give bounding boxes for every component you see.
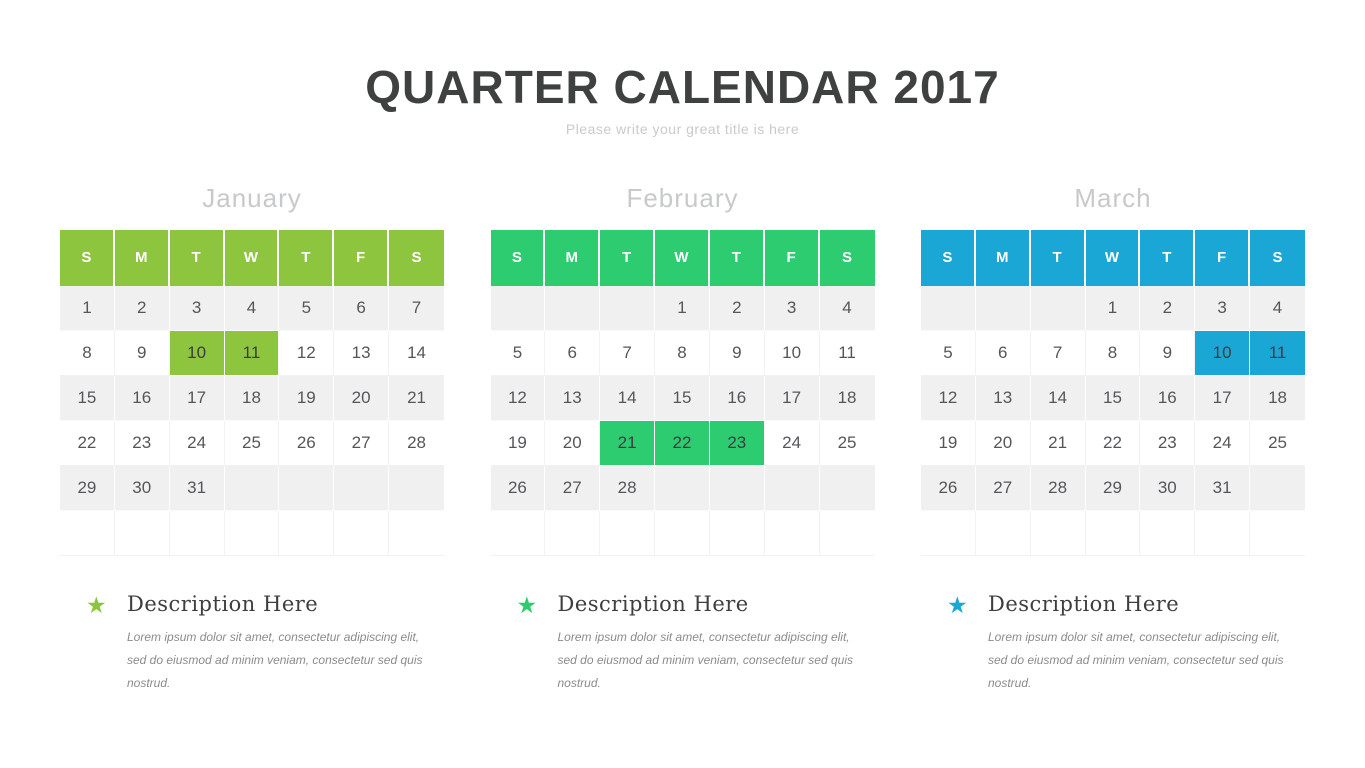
day-cell: 31	[170, 466, 225, 511]
week-row	[60, 376, 444, 421]
day-cell: 10	[170, 331, 225, 376]
week-row	[491, 331, 875, 376]
day-cell: 23	[1140, 421, 1195, 466]
star-icon: ★	[947, 591, 968, 618]
day-cell: 6	[976, 331, 1031, 376]
empty-day-cell	[655, 511, 710, 556]
weekday-cell: T	[710, 230, 765, 286]
week-row	[921, 331, 1305, 376]
day-cell: 13	[976, 376, 1031, 421]
day-cell: 11	[820, 331, 875, 376]
day-cell: 22	[655, 421, 710, 466]
week-row	[491, 286, 875, 331]
day-cell: 2	[710, 286, 765, 331]
day-cell: 3	[170, 286, 225, 331]
month-title: January	[202, 182, 302, 213]
weekday-header-row	[60, 230, 444, 286]
day-cell: 14	[600, 376, 655, 421]
day-cell: 20	[976, 421, 1031, 466]
day-cell: 12	[279, 331, 334, 376]
week-row	[60, 286, 444, 331]
month-column-february	[491, 183, 875, 695]
weekday-cell: W	[655, 230, 710, 286]
day-cell: 28	[600, 466, 655, 511]
month-column-march	[921, 183, 1305, 695]
empty-day-cell	[60, 511, 115, 556]
day-cell: 27	[545, 466, 600, 511]
day-cell: 16	[710, 376, 765, 421]
empty-day-cell	[491, 286, 546, 331]
day-cell: 19	[279, 376, 334, 421]
week-row	[921, 421, 1305, 466]
empty-day-cell	[765, 466, 820, 511]
star-icon: ★	[86, 591, 107, 618]
week-row	[60, 331, 444, 376]
day-cell: 22	[60, 421, 115, 466]
weekday-cell: T	[170, 230, 225, 286]
day-cell: 4	[1250, 286, 1305, 331]
empty-day-cell	[921, 511, 976, 556]
day-cell: 23	[710, 421, 765, 466]
empty-day-cell	[115, 511, 170, 556]
day-cell: 30	[115, 466, 170, 511]
empty-day-cell	[976, 286, 1031, 331]
day-cell: 19	[921, 421, 976, 466]
weekday-cell: S	[389, 230, 444, 286]
weekday-cell: T	[279, 230, 334, 286]
empty-day-cell	[225, 466, 280, 511]
day-cell: 20	[545, 421, 600, 466]
empty-day-cell	[334, 511, 389, 556]
empty-day-cell	[765, 511, 820, 556]
empty-day-cell	[279, 511, 334, 556]
day-cell: 19	[491, 421, 546, 466]
empty-day-cell	[1195, 511, 1250, 556]
description-text	[558, 592, 868, 695]
weekday-cell: M	[976, 230, 1031, 286]
day-cell: 14	[1031, 376, 1086, 421]
star-icon: ★	[516, 591, 538, 618]
day-cell: 3	[765, 286, 820, 331]
day-cell: 17	[1195, 376, 1250, 421]
day-cell: 7	[389, 286, 444, 331]
day-cell: 16	[115, 376, 170, 421]
day-cell: 30	[1140, 466, 1195, 511]
empty-day-cell	[545, 286, 600, 331]
week-row	[921, 511, 1305, 556]
day-cell: 11	[225, 331, 280, 376]
weekday-cell: F	[765, 230, 820, 286]
day-cell: 8	[60, 331, 115, 376]
empty-day-cell	[710, 511, 765, 556]
empty-day-cell	[279, 466, 334, 511]
day-cell: 1	[60, 286, 115, 331]
day-cell: 3	[1195, 286, 1250, 331]
day-cell: 1	[655, 286, 710, 331]
day-cell: 27	[976, 466, 1031, 511]
empty-day-cell	[655, 466, 710, 511]
calendar-table-january	[60, 230, 444, 556]
day-cell: 8	[655, 331, 710, 376]
weekday-cell: T	[1031, 230, 1086, 286]
weekday-cell: T	[1140, 230, 1195, 286]
day-cell: 7	[1031, 331, 1086, 376]
week-row	[921, 286, 1305, 331]
empty-day-cell	[334, 466, 389, 511]
day-cell: 21	[600, 421, 655, 466]
day-cell: 27	[334, 421, 389, 466]
day-cell: 29	[60, 466, 115, 511]
empty-day-cell	[921, 286, 976, 331]
empty-day-cell	[1140, 511, 1195, 556]
empty-day-cell	[820, 466, 875, 511]
months-row	[0, 183, 1365, 695]
weekday-cell: T	[600, 230, 655, 286]
day-cell: 15	[60, 376, 115, 421]
day-cell: 25	[225, 421, 280, 466]
day-cell: 18	[225, 376, 280, 421]
weekday-header-row	[491, 230, 875, 286]
day-cell: 11	[1250, 331, 1305, 376]
week-row	[491, 376, 875, 421]
weekday-cell: S	[820, 230, 875, 286]
empty-day-cell	[225, 511, 280, 556]
day-cell: 15	[655, 376, 710, 421]
description-block	[491, 592, 875, 695]
week-row	[491, 421, 875, 466]
description-block	[60, 592, 444, 695]
day-cell: 24	[170, 421, 225, 466]
day-cell: 9	[115, 331, 170, 376]
day-cell: 26	[921, 466, 976, 511]
description-heading: Description Here	[127, 591, 319, 616]
day-cell: 9	[1140, 331, 1195, 376]
month-title: March	[1074, 182, 1152, 213]
empty-day-cell	[1250, 511, 1305, 556]
empty-day-cell	[1031, 511, 1086, 556]
day-cell: 20	[334, 376, 389, 421]
page-subtitle: Please write your great title is here	[565, 120, 800, 137]
day-cell: 4	[820, 286, 875, 331]
day-cell: 2	[1140, 286, 1195, 331]
empty-day-cell	[710, 466, 765, 511]
day-cell: 21	[389, 376, 444, 421]
week-row	[491, 466, 875, 511]
day-cell: 24	[765, 421, 820, 466]
description-body: Lorem ipsum dolor sit amet, consectetur adipiscing elit, sed do eiusmod ad minim veniam, consectetur sed quis nostrud.	[557, 629, 853, 690]
empty-day-cell	[600, 286, 655, 331]
day-cell: 29	[1086, 466, 1141, 511]
day-cell: 31	[1195, 466, 1250, 511]
day-cell: 2	[115, 286, 170, 331]
weekday-header-row	[921, 230, 1305, 286]
day-cell: 18	[1250, 376, 1305, 421]
month-column-january	[60, 183, 444, 695]
description-block	[921, 592, 1305, 695]
empty-day-cell	[170, 511, 225, 556]
day-cell: 17	[170, 376, 225, 421]
weekday-cell: S	[60, 230, 115, 286]
day-cell: 10	[1195, 331, 1250, 376]
weekday-cell: F	[1195, 230, 1250, 286]
day-cell: 9	[710, 331, 765, 376]
day-cell: 24	[1195, 421, 1250, 466]
day-cell: 5	[279, 286, 334, 331]
day-cell: 15	[1086, 376, 1141, 421]
empty-day-cell	[1250, 466, 1305, 511]
empty-day-cell	[820, 511, 875, 556]
description-heading: Description Here	[557, 591, 749, 616]
description-heading: Description Here	[988, 591, 1180, 616]
day-cell: 5	[921, 331, 976, 376]
day-cell: 21	[1031, 421, 1086, 466]
day-cell: 13	[545, 376, 600, 421]
weekday-cell: M	[115, 230, 170, 286]
week-row	[60, 421, 444, 466]
day-cell: 4	[225, 286, 280, 331]
day-cell: 26	[491, 466, 546, 511]
calendar-table-march	[921, 230, 1305, 556]
day-cell: 12	[491, 376, 546, 421]
day-cell: 5	[491, 331, 546, 376]
empty-day-cell	[600, 511, 655, 556]
empty-day-cell	[976, 511, 1031, 556]
weekday-cell: W	[1086, 230, 1141, 286]
day-cell: 8	[1086, 331, 1141, 376]
day-cell: 6	[334, 286, 389, 331]
day-cell: 14	[389, 331, 444, 376]
day-cell: 25	[820, 421, 875, 466]
description-text	[127, 592, 437, 695]
day-cell: 25	[1250, 421, 1305, 466]
day-cell: 16	[1140, 376, 1195, 421]
weekday-cell: S	[491, 230, 546, 286]
empty-day-cell	[389, 466, 444, 511]
day-cell: 17	[765, 376, 820, 421]
week-row	[921, 376, 1305, 421]
day-cell: 13	[334, 331, 389, 376]
weekday-cell: S	[921, 230, 976, 286]
weekday-cell: W	[225, 230, 280, 286]
empty-day-cell	[1086, 511, 1141, 556]
empty-day-cell	[545, 511, 600, 556]
day-cell: 26	[279, 421, 334, 466]
description-text	[988, 592, 1298, 695]
empty-day-cell	[389, 511, 444, 556]
week-row	[60, 511, 444, 556]
description-body: Lorem ipsum dolor sit amet, consectetur adipiscing elit, sed do eiusmod ad minim veniam, consectetur sed quis nostrud.	[988, 629, 1284, 690]
day-cell: 7	[600, 331, 655, 376]
empty-day-cell	[491, 511, 546, 556]
day-cell: 1	[1086, 286, 1141, 331]
week-row	[60, 466, 444, 511]
calendar-table-february	[491, 230, 875, 556]
day-cell: 10	[765, 331, 820, 376]
day-cell: 18	[820, 376, 875, 421]
day-cell: 28	[1031, 466, 1086, 511]
month-title: February	[626, 182, 739, 213]
weekday-cell: S	[1250, 230, 1305, 286]
day-cell: 23	[115, 421, 170, 466]
day-cell: 28	[389, 421, 444, 466]
weekday-cell: F	[334, 230, 389, 286]
day-cell: 12	[921, 376, 976, 421]
week-row	[491, 511, 875, 556]
weekday-cell: M	[545, 230, 600, 286]
day-cell: 22	[1086, 421, 1141, 466]
slide-header	[0, 0, 1365, 137]
empty-day-cell	[1031, 286, 1086, 331]
page-title: QUARTER CALENDAR 2017	[365, 61, 1000, 113]
week-row	[921, 466, 1305, 511]
description-body: Lorem ipsum dolor sit amet, consectetur adipiscing elit, sed do eiusmod ad minim veniam, consectetur sed quis nostrud.	[127, 629, 423, 690]
day-cell: 6	[545, 331, 600, 376]
